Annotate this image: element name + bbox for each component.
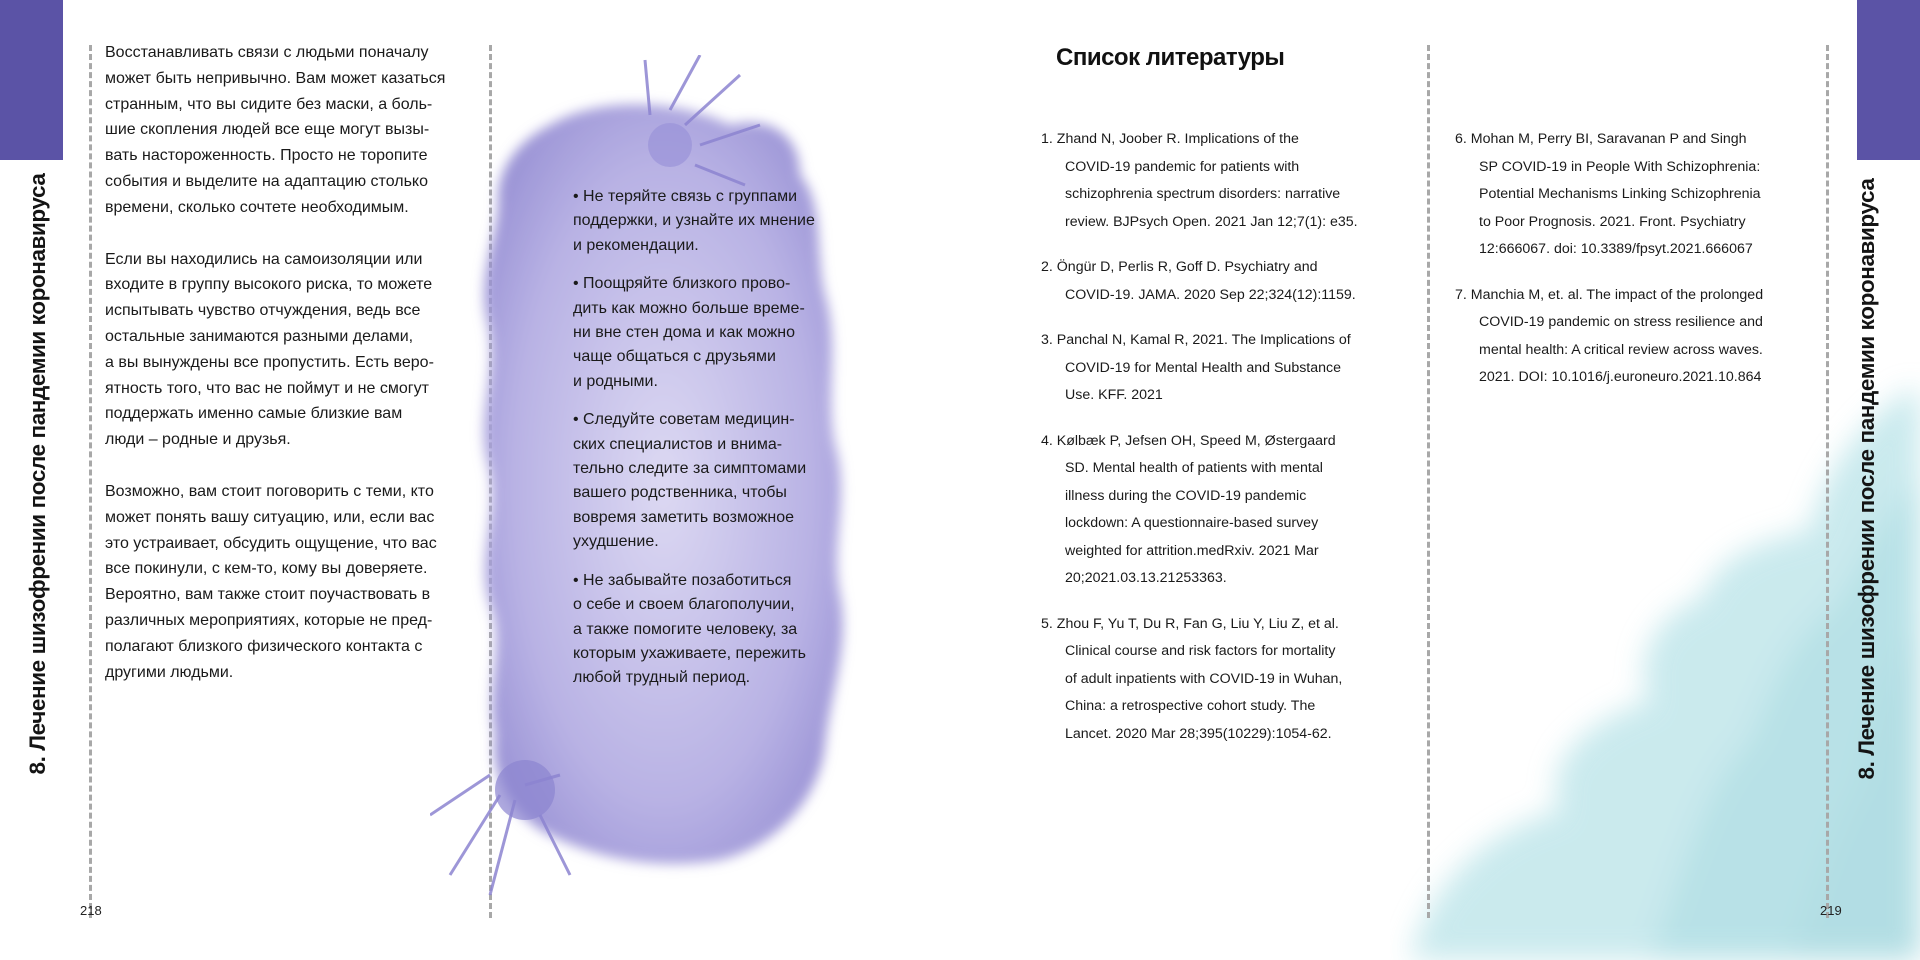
text-line: • Следуйте советам медицин- bbox=[573, 411, 795, 429]
references-title: Список литературы bbox=[1056, 44, 1285, 71]
page-number-right: 219 bbox=[1820, 903, 1842, 918]
text-line: другими людьми. bbox=[105, 663, 234, 681]
text-line: 2021. DOI: 10.1016/j.euroneuro.2021.10.864 bbox=[1479, 369, 1762, 385]
text-line: lockdown: A questionnaire-based survey bbox=[1065, 515, 1319, 531]
text-line: ни вне стен дома и как можно bbox=[573, 324, 796, 342]
text-line: Вероятно, вам также стоит поучаствовать в bbox=[105, 586, 431, 604]
text-line: Возможно, вам стоит поговорить с теми, кто bbox=[105, 482, 434, 500]
text-line: ятность того, что вас не поймут и не смогут bbox=[105, 379, 429, 397]
text-line: of adult inpatients with COVID-19 in Wuhan, bbox=[1065, 670, 1343, 687]
paragraph bbox=[105, 247, 475, 453]
text-line: Восстанавливать связи с людьми поначалу bbox=[105, 44, 429, 61]
text-line: и родными. bbox=[573, 372, 658, 390]
text-line: mental health: A critical review across waves. bbox=[1479, 341, 1763, 358]
text-line: 7. Manchia M, et. al. The impact of the prolonged bbox=[1455, 286, 1764, 303]
tip-item bbox=[573, 408, 843, 554]
text-line: • Не теряйте связь с группами bbox=[573, 188, 798, 205]
reference-item bbox=[1041, 254, 1401, 309]
text-line: любой трудный период. bbox=[573, 669, 751, 687]
reference-item bbox=[1041, 126, 1401, 236]
text-line: Если вы находились на самоизоляции или bbox=[105, 250, 423, 268]
chapter-tab-right bbox=[1857, 0, 1920, 160]
text-line: ухудшение. bbox=[573, 533, 659, 551]
text-line: о себе и своем благополучии, bbox=[573, 596, 795, 614]
text-line: Use. KFF. 2021 bbox=[1065, 387, 1163, 403]
text-line: вать настороженность. Просто не торопите bbox=[105, 147, 428, 165]
reference-item bbox=[1455, 282, 1815, 392]
text-line: 20;2021.03.13.21253363. bbox=[1065, 570, 1227, 586]
text-line: чаще общаться с друзьями bbox=[573, 348, 776, 366]
text-line: тельно следите за симптомами bbox=[573, 460, 807, 478]
text-line: шие скопления людей все еще могут вызы- bbox=[105, 121, 430, 139]
text-line: странным, что вы сидите без маски, а боль- bbox=[105, 95, 433, 113]
text-line: и рекомендации. bbox=[573, 236, 699, 254]
text-line: вашего родственника, чтобы bbox=[573, 484, 787, 502]
text-line: входите в группу высокого риска, то можете bbox=[105, 276, 433, 294]
text-line: поддержать именно самые близкие вам bbox=[105, 405, 403, 423]
text-line: COVID-19. JAMA. 2020 Sep 22;324(12):1159. bbox=[1065, 286, 1356, 303]
text-line: SP COVID-19 in People With Schizophrenia: bbox=[1479, 158, 1761, 175]
text-line: 6. Mohan M, Perry BI, Saravanan P and Singh bbox=[1455, 131, 1747, 147]
reference-item bbox=[1041, 611, 1401, 749]
text-line: люди – родные и друзья. bbox=[105, 431, 291, 449]
text-line: SD. Mental health of patients with mental bbox=[1065, 460, 1323, 476]
text-line: 5. Zhou F, Yu T, Du R, Fan G, Liu Y, Liu Z, et al. bbox=[1041, 615, 1339, 632]
page-number-left: 218 bbox=[80, 903, 102, 918]
text-line: 12:666067. doi: 10.3389/fpsyt.2021.666067 bbox=[1479, 241, 1753, 257]
tips-list bbox=[573, 185, 843, 705]
text-line: различных мероприятиях, которые не пред- bbox=[105, 611, 433, 629]
chapter-tab-left bbox=[0, 0, 63, 160]
paragraph bbox=[105, 40, 475, 221]
dashed-rule bbox=[1826, 45, 1829, 918]
dashed-rule bbox=[1427, 45, 1430, 918]
text-line: COVID-19 for Mental Health and Substance bbox=[1065, 359, 1342, 376]
tip-item bbox=[573, 272, 843, 394]
text-line: 4. Kølbæk P, Jefsen OH, Speed M, Østergaard bbox=[1041, 432, 1336, 449]
text-line: испытывать чувство отчуждения, ведь все bbox=[105, 302, 421, 320]
text-line: 3. Panchal N, Kamal R, 2021. The Implications of bbox=[1041, 332, 1351, 348]
references-column-2 bbox=[1455, 126, 1815, 410]
text-line: это устраивает, обсудить ощущение, что вас bbox=[105, 534, 437, 552]
text-line: 1. Zhand N, Joober R. Implications of the bbox=[1041, 131, 1299, 147]
text-line: Lancet. 2020 Mar 28;395(10229):1054-62. bbox=[1065, 725, 1332, 742]
text-line: Clinical course and risk factors for mortality bbox=[1065, 643, 1336, 659]
text-line: которым ухаживаете, пережить bbox=[573, 644, 806, 662]
text-line: schizophrenia spectrum disorders: narrative bbox=[1065, 186, 1341, 202]
text-line: а также помогите человеку, за bbox=[573, 620, 798, 638]
text-line: China: a retrospective cohort study. The bbox=[1065, 698, 1316, 714]
text-line: полагают близкого физического контакта с bbox=[105, 637, 423, 655]
text-line: illness during the COVID-19 pandemic bbox=[1065, 487, 1307, 504]
text-line: времени, сколько сочтете необходимым. bbox=[105, 198, 409, 216]
text-line: может понять вашу ситуацию, или, если вас bbox=[105, 508, 435, 526]
text-line: to Poor Prognosis. 2021. Front. Psychiatry bbox=[1479, 213, 1746, 230]
text-line: события и выделите на адаптацию столько bbox=[105, 172, 428, 190]
paragraph bbox=[105, 479, 475, 685]
running-head-right: 8. Лечение шизофрении после пандемии коронавируса bbox=[1854, 178, 1879, 780]
text-line: Potential Mechanisms Linking Schizophrenia bbox=[1479, 186, 1761, 202]
text-line: COVID-19 pandemic for patients with bbox=[1065, 158, 1300, 175]
dashed-rule bbox=[89, 45, 92, 918]
text-line: • Не забывайте позаботиться bbox=[573, 571, 792, 589]
running-head-left: 8. Лечение шизофрении после пандемии коронавируса bbox=[25, 173, 50, 775]
text-line: поддержки, и узнайте их мнение bbox=[573, 212, 815, 230]
text-line: 2. Öngür D, Perlis R, Goff D. Psychiatry and bbox=[1041, 259, 1318, 275]
text-line: может быть непривычно. Вам может казаться bbox=[105, 69, 446, 87]
reference-item bbox=[1041, 428, 1401, 593]
teal-watercolor-wash bbox=[1390, 360, 1920, 960]
text-line: вовремя заметить возможное bbox=[573, 508, 795, 526]
reference-item bbox=[1455, 126, 1815, 264]
text-line: а вы вынуждены все пропустить. Есть веро- bbox=[105, 353, 434, 371]
text-line: остальные занимаются разными делами, bbox=[105, 327, 414, 345]
text-line: ских специалистов и внима- bbox=[573, 435, 783, 453]
text-line: все покинули, с кем-то, кому вы доверяете. bbox=[105, 560, 428, 578]
tip-item bbox=[573, 185, 843, 258]
tip-item bbox=[573, 569, 843, 691]
references-column-1 bbox=[1041, 126, 1401, 766]
text-line: • Поощряйте близкого прово- bbox=[573, 275, 791, 293]
text-line: review. BJPsych Open. 2021 Jan 12;7(1): e35. bbox=[1065, 213, 1358, 230]
text-line: weighted for attrition.medRxiv. 2021 Mar bbox=[1065, 542, 1319, 559]
body-text-column bbox=[105, 40, 475, 711]
reference-item bbox=[1041, 327, 1401, 410]
text-line: дить как можно больше време- bbox=[573, 299, 805, 317]
text-line: COVID-19 pandemic on stress resilience and bbox=[1479, 314, 1763, 330]
